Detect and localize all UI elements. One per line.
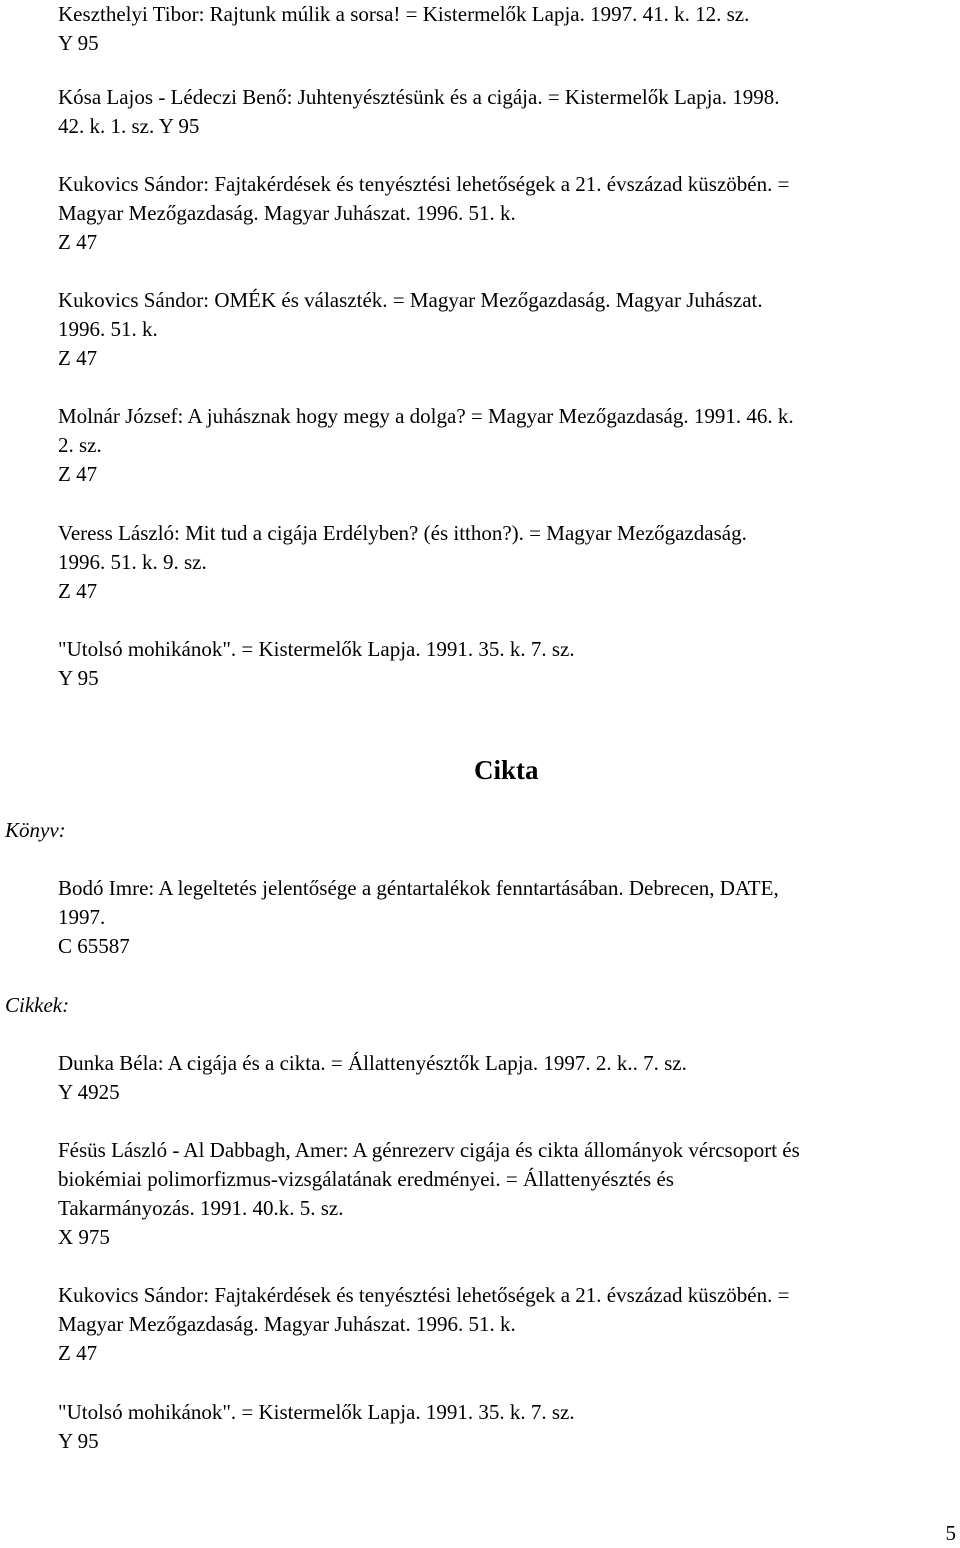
section-heading: Cikta: [474, 755, 539, 785]
bib-entry: [58, 286, 958, 373]
entry-callnumber: Z 47: [58, 462, 98, 486]
entry-line: Kukovics Sándor: OMÉK és választék. = Magyar Mezőgazdaság. Magyar Juhászat.: [58, 288, 763, 312]
entry-line: Veress László: Mit tud a cigája Erdélyben? (és itthon?). = Magyar Mezőgazdaság.: [58, 521, 747, 545]
entry-callnumber: Y 95: [58, 666, 99, 690]
entry-line: Bodó Imre: A legeltetés jelentősége a géntartalékok fenntartásában. Debrecen, DATE,: [58, 876, 779, 900]
entry-callnumber: Z 47: [58, 346, 98, 370]
entry-line: biokémiai polimorfizmus-vizsgálatának eredményei. = Állattenyésztés és: [58, 1167, 674, 1191]
entry-line: 1996. 51. k. 9. sz.: [58, 550, 207, 574]
entry-line: 42. k. 1. sz. Y 95: [58, 114, 200, 138]
article-entry: [58, 1136, 958, 1252]
entry-line: 1996. 51. k.: [58, 317, 158, 341]
entry-line: Fésüs László - Al Dabbagh, Amer: A génrezerv cigája és cikta állományok vércsoport és: [58, 1138, 800, 1162]
entry-callnumber: Z 47: [58, 230, 98, 254]
page-number: 5: [945, 1521, 956, 1545]
entry-line: 1997.: [58, 905, 106, 929]
entry-callnumber: Y 95: [58, 31, 99, 55]
article-entry: [58, 1281, 958, 1368]
entry-line: Dunka Béla: A cigája és a cikta. = Állattenyésztők Lapja. 1997. 2. k.. 7. sz.: [58, 1051, 687, 1075]
entry-line: Molnár József: A juhásznak hogy megy a dolga? = Magyar Mezőgazdaság. 1991. 46. k.: [58, 404, 794, 428]
book-entry: [58, 874, 958, 961]
entry-line: Magyar Mezőgazdaság. Magyar Juhászat. 1996. 51. k.: [58, 1312, 516, 1336]
article-entry: [58, 1049, 958, 1107]
bib-entry: [58, 635, 958, 693]
bib-entry: [58, 519, 958, 606]
entry-line: "Utolsó mohikánok". = Kistermelők Lapja. 1991. 35. k. 7. sz.: [58, 637, 575, 661]
entry-line: Keszthelyi Tibor: Rajtunk múlik a sorsa! = Kistermelők Lapja. 1997. 41. k. 12. sz.: [58, 2, 750, 26]
entry-callnumber: Y 4925: [58, 1080, 120, 1104]
entry-line: Magyar Mezőgazdaság. Magyar Juhászat. 1996. 51. k.: [58, 201, 516, 225]
label-articles: Cikkek:: [5, 993, 70, 1017]
bib-entry: [58, 83, 958, 141]
entry-line: Kukovics Sándor: Fajtakérdések és tenyésztési lehetőségek a 21. évszázad küszöbén. =: [58, 1283, 790, 1307]
bib-entry: [58, 0, 958, 58]
article-entry: [58, 1398, 958, 1456]
entry-line: Kukovics Sándor: Fajtakérdések és tenyésztési lehetőségek a 21. évszázad küszöbén. =: [58, 172, 790, 196]
entry-line: "Utolsó mohikánok". = Kistermelők Lapja. 1991. 35. k. 7. sz.: [58, 1400, 575, 1424]
entry-line: 2. sz.: [58, 433, 102, 457]
entry-callnumber: X 975: [58, 1225, 110, 1249]
entry-callnumber: C 65587: [58, 934, 130, 958]
entry-callnumber: Z 47: [58, 579, 98, 603]
entry-callnumber: Z 47: [58, 1341, 98, 1365]
bib-entry: [58, 402, 958, 489]
entry-line: Takarmányozás. 1991. 40.k. 5. sz.: [58, 1196, 344, 1220]
entry-line: Kósa Lajos - Lédeczi Benő: Juhtenyésztésünk és a cigája. = Kistermelők Lapja. 1998.: [58, 85, 780, 109]
bib-entry: [58, 170, 958, 257]
label-book: Könyv:: [5, 818, 66, 842]
entry-callnumber: Y 95: [58, 1429, 99, 1453]
